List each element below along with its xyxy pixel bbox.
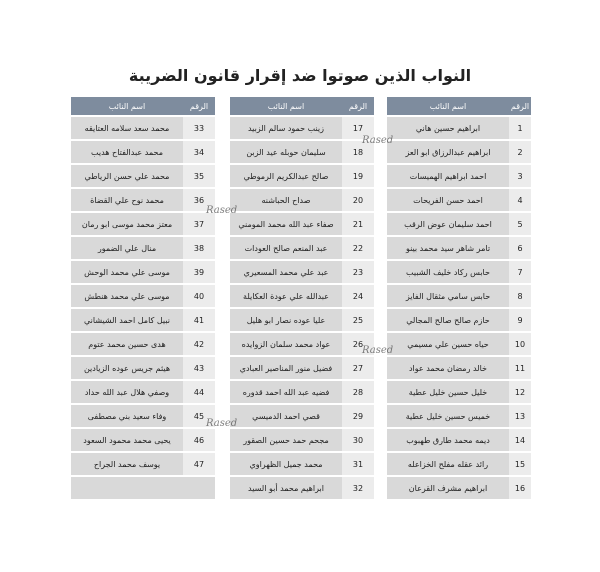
table-row: [230, 285, 374, 307]
row-name: محمد علي حسن الرياطي: [71, 165, 183, 187]
table-row: [387, 381, 531, 403]
table-row: [71, 285, 215, 307]
row-number: 30: [342, 429, 374, 451]
row-number: 11: [509, 357, 531, 379]
table-row: [387, 357, 531, 379]
table-row: [230, 117, 374, 139]
row-name: عبد المنعم صالح العودات: [230, 237, 342, 259]
row-name: هيثم جريس عوده الزيادين: [71, 357, 183, 379]
voters-table-2: [230, 95, 374, 501]
voters-table-3: [71, 95, 215, 501]
row-number: 35: [183, 165, 215, 187]
table-row: [387, 237, 531, 259]
table-header-row: [230, 97, 374, 115]
table-row: [230, 453, 374, 475]
row-number: 28: [342, 381, 374, 403]
table-row: [387, 213, 531, 235]
row-number: [183, 477, 215, 499]
row-number: 41: [183, 309, 215, 331]
voters-table-1: [387, 95, 531, 501]
table-row: [71, 165, 215, 187]
row-number: 8: [509, 285, 531, 307]
table-row: [230, 261, 374, 283]
table-row: [71, 333, 215, 355]
row-name: مجحم حمد حسين الصقور: [230, 429, 342, 451]
row-name: احمد سليمان عوض الرقب: [387, 213, 509, 235]
table-row: [71, 189, 215, 211]
table-row: [71, 453, 215, 475]
row-name: ابراهيم مشرف القرعان: [387, 477, 509, 499]
row-name: خميس حسين خليل عطية: [387, 405, 509, 427]
row-number: 5: [509, 213, 531, 235]
row-number: 14: [509, 429, 531, 451]
table-row: [387, 165, 531, 187]
row-name: عواد محمد سلمان الزوايده: [230, 333, 342, 355]
header-number: الرقم: [509, 97, 531, 115]
row-number: 39: [183, 261, 215, 283]
row-name: يحيى محمد محمود السعود: [71, 429, 183, 451]
row-name: حياه حسين علي مسيمي: [387, 333, 509, 355]
table-row: [230, 141, 374, 163]
header-number: الرقم: [342, 97, 374, 115]
table-row: [387, 429, 531, 451]
table-row: [71, 117, 215, 139]
table-row: [387, 261, 531, 283]
table-row: [230, 405, 374, 427]
row-number: 32: [342, 477, 374, 499]
row-number: 22: [342, 237, 374, 259]
table-row: [387, 141, 531, 163]
row-name: هدى حسين محمد عتوم: [71, 333, 183, 355]
row-name: ابراهيم عبدالرزاق ابو العز: [387, 141, 509, 163]
row-name: عليا عوده نصار ابو هليل: [230, 309, 342, 331]
table-row: [230, 189, 374, 211]
row-name: صالح عبدالكريم الرموطي: [230, 165, 342, 187]
row-name: محمد جميل الظهراوي: [230, 453, 342, 475]
table-row: [71, 261, 215, 283]
watermark-text: Rased: [362, 135, 394, 146]
row-number: 4: [509, 189, 531, 211]
row-number: 29: [342, 405, 374, 427]
table-row: [230, 237, 374, 259]
row-name: تامر شاهر سيد محمد بينو: [387, 237, 509, 259]
row-number: 16: [509, 477, 531, 499]
table-header-row: [387, 97, 531, 115]
row-number: 34: [183, 141, 215, 163]
page-title: النواب الذين صوتوا ضد إقرار قانون الضريبة: [128, 66, 472, 85]
table-row: [71, 237, 215, 259]
table-row: [387, 285, 531, 307]
row-number: 6: [509, 237, 531, 259]
table-row: [387, 117, 531, 139]
row-name: زينب حمود سالم الزبيد: [230, 117, 342, 139]
row-number: 27: [342, 357, 374, 379]
table-header-row: [71, 97, 215, 115]
row-name: صداح الحباشنه: [230, 189, 342, 211]
row-number: 36: [183, 189, 215, 211]
row-number: 24: [342, 285, 374, 307]
row-number: 3: [509, 165, 531, 187]
row-number: 38: [183, 237, 215, 259]
table-row: [71, 213, 215, 235]
row-number: 19: [342, 165, 374, 187]
table-row: [230, 165, 374, 187]
row-name: نبيل كامل احمد الشيشاني: [71, 309, 183, 331]
table-row: [387, 453, 531, 475]
table-row: [71, 309, 215, 331]
row-name: موسى علي محمد هنطش: [71, 285, 183, 307]
row-name: حازم صالح صالح المجالي: [387, 309, 509, 331]
row-name: حابس ركاد خليف الشبيب: [387, 261, 509, 283]
watermark-text: Rased: [206, 205, 238, 216]
row-name: فضيل منور المناصير العبادي: [230, 357, 342, 379]
row-name: احمد ابراهيم الهميسات: [387, 165, 509, 187]
table-row: [71, 405, 215, 427]
table-row: [230, 213, 374, 235]
row-name: حابس سامي مثقال الفايز: [387, 285, 509, 307]
header-number: الرقم: [183, 97, 215, 115]
table-row: [71, 357, 215, 379]
row-number: 13: [509, 405, 531, 427]
table-row: [230, 309, 374, 331]
row-name: محمد نوح علي القضاة: [71, 189, 183, 211]
row-name: صفاء عبد الله محمد المومني: [230, 213, 342, 235]
table-row: [387, 477, 531, 499]
row-number: 17: [342, 117, 374, 139]
header-name: اسم النائب: [230, 97, 342, 115]
table-row: [230, 429, 374, 451]
row-number: 40: [183, 285, 215, 307]
table-row: [230, 357, 374, 379]
row-number: 23: [342, 261, 374, 283]
row-number: 26: [342, 333, 374, 355]
row-number: 9: [509, 309, 531, 331]
row-number: 2: [509, 141, 531, 163]
row-name: عبدالله علي عودة العكايلة: [230, 285, 342, 307]
table-row: [71, 141, 215, 163]
row-number: 1: [509, 117, 531, 139]
row-number: 31: [342, 453, 374, 475]
table-row: [387, 333, 531, 355]
header-name: اسم النائب: [387, 97, 509, 115]
table-row: [387, 189, 531, 211]
row-number: 12: [509, 381, 531, 403]
row-name: محمد عبدالفتاح هديب: [71, 141, 183, 163]
table-row: [71, 381, 215, 403]
row-name: فضيه عبد الله احمد قدوره: [230, 381, 342, 403]
table-row: [230, 477, 374, 499]
row-name: محمد سعد سلامه العتايقه: [71, 117, 183, 139]
row-name: عبد علي محمد المسعيري: [230, 261, 342, 283]
table-row: [230, 333, 374, 355]
table-row: [387, 309, 531, 331]
row-number: 25: [342, 309, 374, 331]
row-number: 37: [183, 213, 215, 235]
row-number: 45: [183, 405, 215, 427]
header-name: اسم النائب: [71, 97, 183, 115]
row-number: 21: [342, 213, 374, 235]
row-number: 33: [183, 117, 215, 139]
row-name: وفاء سعيد بني مصطفى: [71, 405, 183, 427]
row-name: احمد حسن الفريحات: [387, 189, 509, 211]
watermark-text: Rased: [206, 418, 238, 429]
row-number: 44: [183, 381, 215, 403]
row-name: خالد رمضان محمد عواد: [387, 357, 509, 379]
row-number: 7: [509, 261, 531, 283]
row-name: منال علي الضمور: [71, 237, 183, 259]
row-name: ابراهيم حسين هاني: [387, 117, 509, 139]
row-number: 18: [342, 141, 374, 163]
row-number: 20: [342, 189, 374, 211]
row-name: ديمه محمد طارق طهبوب: [387, 429, 509, 451]
row-name: ابراهيم محمد أبو السيد: [230, 477, 342, 499]
row-name: معتز محمد موسى ابو رمان: [71, 213, 183, 235]
table-row: [71, 477, 215, 499]
row-name: [71, 477, 183, 499]
table-row: [71, 429, 215, 451]
row-number: 15: [509, 453, 531, 475]
row-name: رائد عقله مفلح الخزاعله: [387, 453, 509, 475]
voters-tables: [71, 95, 531, 495]
watermark-text: Rased: [362, 345, 394, 356]
row-name: يوسف محمد الجراح: [71, 453, 183, 475]
row-name: سليمان حوبله عيد الزبن: [230, 141, 342, 163]
row-number: 43: [183, 357, 215, 379]
row-number: 47: [183, 453, 215, 475]
row-number: 46: [183, 429, 215, 451]
row-name: وصفي هلال عبد الله حداد: [71, 381, 183, 403]
row-name: قصي احمد الدميسي: [230, 405, 342, 427]
row-number: 42: [183, 333, 215, 355]
row-name: موسى علي محمد الوحش: [71, 261, 183, 283]
table-row: [230, 381, 374, 403]
table-row: [387, 405, 531, 427]
row-name: خليل حسين خليل عطية: [387, 381, 509, 403]
row-number: 10: [509, 333, 531, 355]
